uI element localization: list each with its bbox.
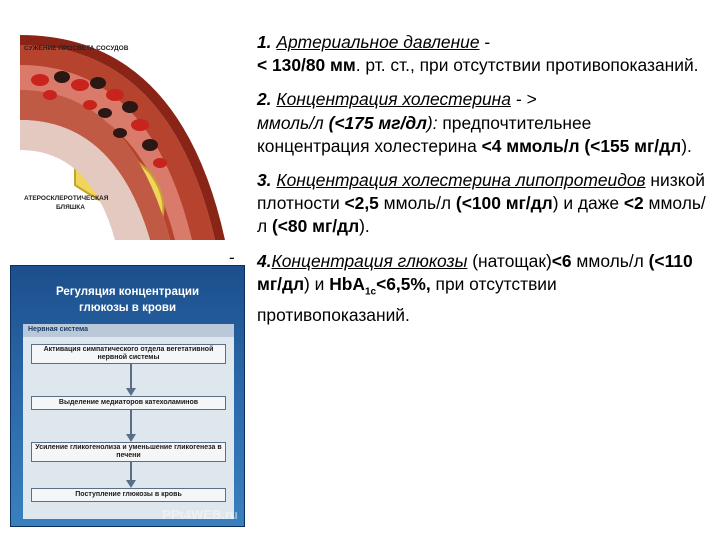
item-title: Концентрация холестерина липопротеидов bbox=[276, 170, 646, 191]
item-value: <6,5%, bbox=[376, 273, 431, 294]
label-narrowing: СУЖЕНИЕ ПРОСВЕТА СОСУДОВ bbox=[24, 45, 129, 52]
item-text: ). bbox=[359, 216, 370, 237]
list-item bbox=[257, 169, 707, 239]
item-text: низкой плотности bbox=[257, 170, 705, 214]
list-item bbox=[257, 250, 707, 327]
item-text: ) и bbox=[304, 273, 330, 294]
item-value: <6 bbox=[551, 250, 572, 271]
item-text: ., при отсутствии противопоказаний. bbox=[405, 55, 699, 76]
hba-subscript: 1c bbox=[364, 286, 377, 298]
item-unit: ммоль/л bbox=[257, 112, 329, 133]
diagram-box-4: Поступление глюкозы в кровь bbox=[31, 488, 226, 502]
diagram-title-line1: Регуляция концентрации bbox=[55, 286, 200, 298]
watermark: PPt4WEB.ru bbox=[162, 507, 238, 522]
glucose-regulation-diagram bbox=[10, 265, 245, 527]
arrow-down-icon bbox=[126, 480, 136, 488]
item-number: 2. bbox=[257, 89, 272, 110]
item-title: Концентрация холестерина bbox=[276, 89, 511, 110]
diagram-box-2: Выделение медиаторов катехоламинов bbox=[31, 396, 226, 410]
list-item bbox=[257, 88, 707, 158]
item-value: (<175 мг/дл bbox=[328, 112, 427, 133]
item-text: ммоль/л bbox=[378, 193, 456, 214]
item-value: (<100 мг/дл bbox=[455, 193, 553, 214]
label-plaque-2: БЛЯШКА bbox=[56, 204, 85, 211]
item-text: ммоль/л bbox=[571, 250, 649, 271]
item-unit: . рт. ст bbox=[355, 55, 406, 76]
item-number: 3. bbox=[257, 170, 272, 191]
item-value: <2,5 bbox=[344, 193, 379, 214]
diagram-box-1: Активация симпатического отдела вегетативной нервной системы bbox=[31, 344, 226, 364]
diagram-box-3: Усиление гликогенолиза и уменьшение гликогенеза в печени bbox=[31, 442, 226, 462]
label-plaque-1: АТЕРОСКЛЕРОТИЧЕСКАЯ bbox=[24, 195, 109, 202]
artery-illustration bbox=[20, 25, 235, 240]
item-separator: - > bbox=[510, 89, 537, 110]
item-text: предпочтительнее концентрация холестерина bbox=[257, 112, 592, 156]
item-value: <4 ммоль/л (<155 мг/дл bbox=[481, 135, 682, 156]
item-number: 1. bbox=[257, 32, 272, 52]
item-value: (<110 мг/дл bbox=[257, 250, 693, 294]
item-text: ммоль/л bbox=[257, 193, 706, 237]
criteria-list bbox=[257, 31, 707, 338]
item-text: ). bbox=[681, 135, 692, 156]
item-text: (натощак) bbox=[467, 250, 552, 271]
list-item bbox=[257, 31, 707, 77]
diagram-title-line2: глюкозы в крови bbox=[78, 302, 177, 314]
diagram-connector-2 bbox=[130, 410, 132, 436]
item-value: <2 bbox=[623, 193, 644, 214]
item-value: (<80 мг/дл bbox=[271, 216, 360, 237]
diagram-header: Нервная система bbox=[28, 326, 88, 333]
item-text: при отсутствии противопоказаний. bbox=[257, 273, 557, 325]
item-value: < 130/80 мм bbox=[257, 55, 356, 76]
diagram-connector-3 bbox=[130, 462, 132, 482]
item-title: Артериальное давление bbox=[276, 32, 480, 52]
side-dash: - bbox=[229, 248, 235, 267]
diagram-connector-1 bbox=[130, 364, 132, 390]
hba1c-label bbox=[329, 273, 377, 298]
item-title: Концентрация глюкозы bbox=[271, 250, 468, 271]
item-separator: - bbox=[479, 32, 491, 52]
item-number: 4. bbox=[257, 250, 272, 271]
arrow-down-icon bbox=[126, 434, 136, 442]
arrow-down-icon bbox=[126, 388, 136, 396]
item-text: ) и даже bbox=[552, 193, 624, 214]
item-text: ): bbox=[426, 112, 438, 133]
hba-text: HbA bbox=[329, 273, 365, 294]
